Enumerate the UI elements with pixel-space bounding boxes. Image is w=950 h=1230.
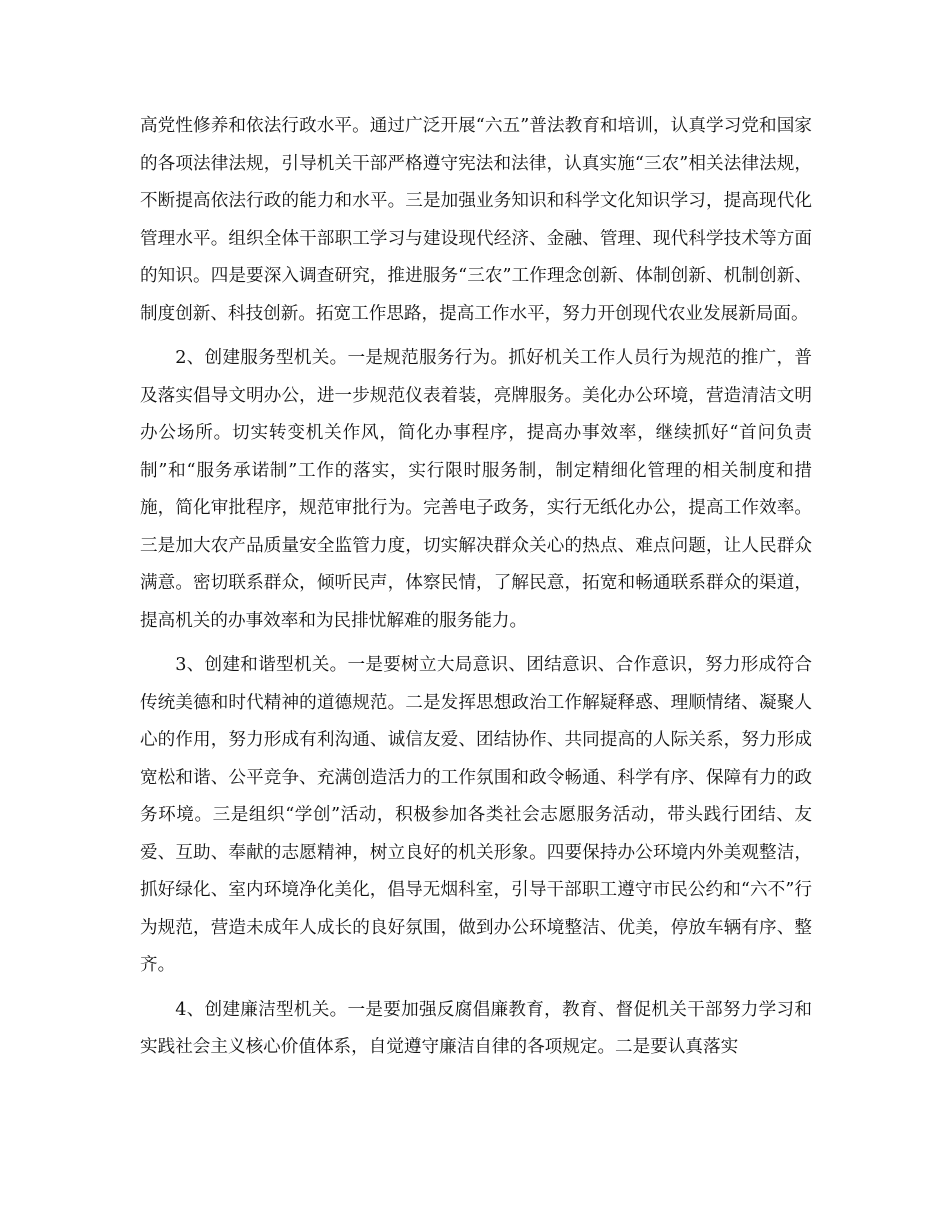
paragraph-harmonious-organ: 3、创建和谐型机关。一是要树立大局意识、团结意识、合作意识，努力形成符合传统美德和时代精神的道德规范。二是发挥思想政治工作解疑释惑、理顺情绪、凝聚人心的作用，努力形成有利沟通、诚信友爱、团结协作、共同提高的人际关系，努力形成宽松和谐、公平竞争、充满创造活力的工作氛围和政令畅通、科学有序、保障有力的政务环境。三是组织“学创”活动，积极参加各类社会志愿服务活动，带头践行团结、友爱、互助、奉献的志愿精神，树立良好的机关形象。四要保持办公环境内外美观整洁，抓好绿化、室内环境净化美化，倡导无烟科室，引导干部职工遵守市民公约和“六不”行为规范，营造未成年人成长的良好氛围，做到办公环境整洁、优美，停放车辆有序、整齐。 xyxy=(140,655,812,975)
paragraph-service-organ: 2、创建服务型机关。一是规范服务行为。抓好机关工作人员行为规范的推广，普及落实倡导文明办公，进一步规范仪表着装，亮牌服务。美化办公环境，营造清洁文明办公场所。切实转变机关作风，简化办事程序，提高办事效率，继续抓好“首问负责制”和“服务承诺制”工作的落实，实行限时服务制，制定精细化管理的相关制度和措施，简化审批程序，规范审批行为。完善电子政务，实行无纸化办公，提高工作效率。三是加大农产品质量安全监管力度，切实解决群众关心的热点、难点问题，让人民群众满意。密切联系群众，倾听民声，体察民情，了解民意，拓宽和畅通联系群众的渠道，提高机关的办事效率和为民排忧解难的服务能力。 xyxy=(140,348,812,631)
paragraph-clean-organ: 4、创建廉洁型机关。一是要加强反腐倡廉教育，教育、督促机关干部努力学习和实践社会主义核心价值体系，自觉遵守廉洁自律的各项规定。二是要认真落实 xyxy=(140,999,812,1057)
paragraph-continuation: 高党性修养和依法行政水平。通过广泛开展“六五”普法教育和培训，认真学习党和国家的各项法律法规，引导机关干部严格遵守宪法和法律，认真实施“三农”相关法律法规，不断提高依法行政的能力和水平。三是加强业务知识和科学文化知识学习，提高现代化管理水平。组织全体干部职工学习与建设现代经济、金融、管理、现代科学技术等方面的知识。四是要深入调查研究，推进服务“三农”工作理念创新、体制创新、机制创新、制度创新、科技创新。拓宽工作思路，提高工作水平，努力开创现代农业发展新局面。 xyxy=(140,116,812,324)
document-page xyxy=(140,108,812,1074)
